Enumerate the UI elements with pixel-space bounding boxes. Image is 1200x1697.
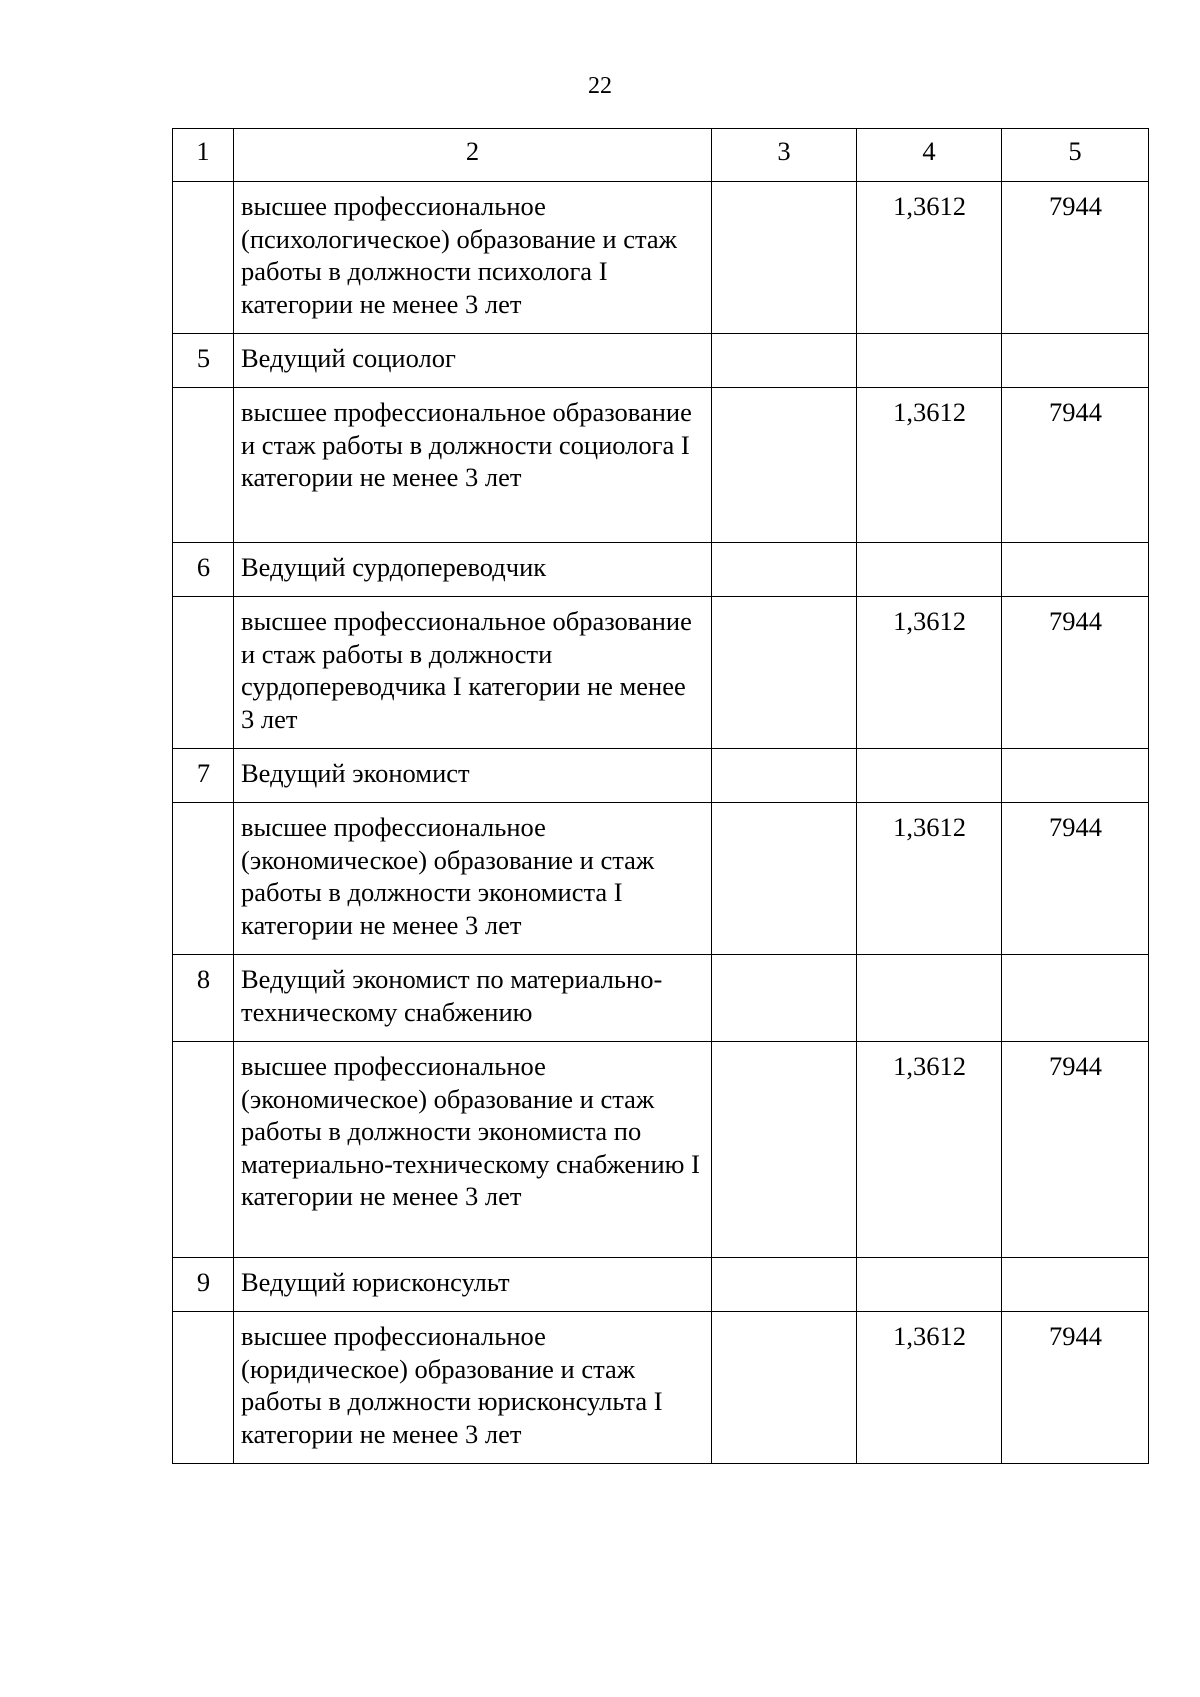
row-col3 <box>712 1312 857 1464</box>
row-col3 <box>712 334 857 388</box>
row-salary <box>1002 1258 1149 1312</box>
row-description: высшее профессиональное (юридическое) образование и стаж работы в должности юрисконсульта I категории не менее 3 лет <box>234 1312 712 1464</box>
row-coefficient <box>857 334 1002 388</box>
row-col3 <box>712 182 857 334</box>
row-salary: 7944 <box>1002 803 1149 955</box>
row-description: высшее профессиональное (экономическое) образование и стаж работы в должности экономиста по материально-техническому снабжению I категории не менее 3 лет <box>234 1042 712 1258</box>
row-position-title: Ведущий сурдопереводчик <box>234 543 712 597</box>
row-number <box>173 803 234 955</box>
table-row <box>173 1258 1149 1312</box>
table-row <box>173 334 1149 388</box>
row-coefficient: 1,3612 <box>857 388 1002 543</box>
row-col3 <box>712 749 857 803</box>
column-header-4: 4 <box>857 129 1002 182</box>
column-header-5: 5 <box>1002 129 1149 182</box>
table-header-row <box>173 129 1149 182</box>
row-salary <box>1002 543 1149 597</box>
row-description: высшее профессиональное образование и стаж работы в должности сурдопереводчика I категории не менее 3 лет <box>234 597 712 749</box>
row-coefficient <box>857 1258 1002 1312</box>
row-description: высшее профессиональное (психологическое) образование и стаж работы в должности психолога I категории не менее 3 лет <box>234 182 712 334</box>
positions-table <box>172 128 1149 1464</box>
row-salary: 7944 <box>1002 182 1149 334</box>
column-header-1: 1 <box>173 129 234 182</box>
row-col3 <box>712 597 857 749</box>
row-col3 <box>712 803 857 955</box>
row-coefficient: 1,3612 <box>857 182 1002 334</box>
table-row <box>173 597 1149 749</box>
row-salary <box>1002 749 1149 803</box>
table-row <box>173 749 1149 803</box>
row-col3 <box>712 955 857 1042</box>
row-coefficient: 1,3612 <box>857 597 1002 749</box>
table-row <box>173 1312 1149 1464</box>
row-salary <box>1002 955 1149 1042</box>
row-coefficient <box>857 749 1002 803</box>
table-row <box>173 1042 1149 1258</box>
column-header-2: 2 <box>234 129 712 182</box>
row-number <box>173 597 234 749</box>
row-number <box>173 182 234 334</box>
row-description: высшее профессиональное (экономическое) образование и стаж работы в должности экономиста I категории не менее 3 лет <box>234 803 712 955</box>
row-number: 7 <box>173 749 234 803</box>
row-coefficient: 1,3612 <box>857 1042 1002 1258</box>
table-row <box>173 803 1149 955</box>
row-salary: 7944 <box>1002 388 1149 543</box>
row-number: 8 <box>173 955 234 1042</box>
row-number: 5 <box>173 334 234 388</box>
row-number <box>173 388 234 543</box>
row-coefficient <box>857 955 1002 1042</box>
column-header-3: 3 <box>712 129 857 182</box>
row-position-title: Ведущий социолог <box>234 334 712 388</box>
page-number: 22 <box>588 73 612 99</box>
row-salary: 7944 <box>1002 597 1149 749</box>
table-row <box>173 543 1149 597</box>
row-salary: 7944 <box>1002 1042 1149 1258</box>
row-number: 9 <box>173 1258 234 1312</box>
row-coefficient: 1,3612 <box>857 1312 1002 1464</box>
row-col3 <box>712 1258 857 1312</box>
row-col3 <box>712 543 857 597</box>
row-description: высшее профессиональное образование и стаж работы в должности социолога I категории не менее 3 лет <box>234 388 712 543</box>
row-col3 <box>712 1042 857 1258</box>
table-row <box>173 955 1149 1042</box>
row-col3 <box>712 388 857 543</box>
row-number <box>173 1312 234 1464</box>
row-number: 6 <box>173 543 234 597</box>
row-position-title: Ведущий юрисконсульт <box>234 1258 712 1312</box>
row-position-title: Ведущий экономист <box>234 749 712 803</box>
table-row <box>173 388 1149 543</box>
row-number <box>173 1042 234 1258</box>
row-coefficient: 1,3612 <box>857 803 1002 955</box>
row-position-title: Ведущий экономист по материально-техническому снабжению <box>234 955 712 1042</box>
row-coefficient <box>857 543 1002 597</box>
row-salary: 7944 <box>1002 1312 1149 1464</box>
table-row <box>173 182 1149 334</box>
row-salary <box>1002 334 1149 388</box>
